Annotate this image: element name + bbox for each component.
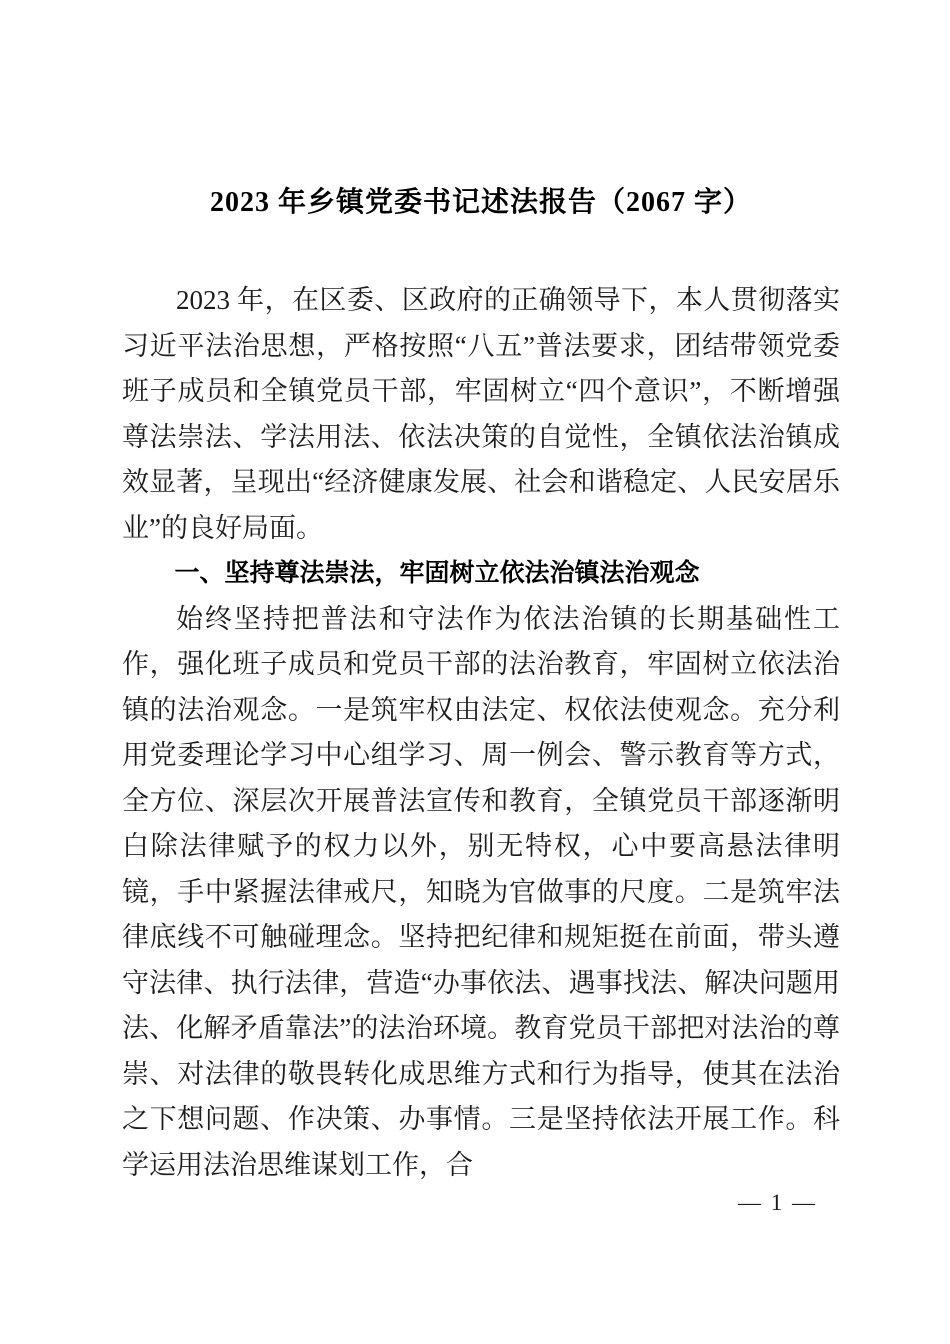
section-heading-1: 一、坚持尊法崇法，牢固树立依法治镇法治观念 [174,559,700,587]
paragraph-section-1: 始终坚持把普法和守法作为依法治镇的长期基础性工作，强化班子成员和党员干部的法治教育，牢固树立依法治镇的法治观念。一是筑牢权由法定、权依法使观念。充分利用党委理论学习中心组学习、周一例会、警示教育等方式，全方位、深层次开展普法宣传和教育，全镇党员干部逐渐明白除法律赋予的权力以外，别无特权，心中要高悬法律明镜，手中紧握法律戒尺，知晓为官做事的尺度。二是筑牢法律底线不可触碰理念。坚持把纪律和规矩挺在前面，带头遵守法律、执行法律，营造“办事依法、遇事找法、解决问题用法、化解矛盾靠法”的法治环境。教育党员干部把对法治的尊崇、对法律的敬畏转化成思维方式和行为指导，使其在法治之下想问题、作决策、办事情。三是坚持依法开展工作。科学运用法治思维谋划工作，合 [122,603,840,1180]
page-number: — 1 — [738,1190,817,1215]
document-content [122,0,840,1188]
document-title: 2023 年乡镇党委书记述法报告（2067 字） [209,187,752,218]
paragraph-intro: 2023 年，在区委、区政府的正确领导下，本人贯彻落实习近平法治思想，严格按照“八五”普法要求，团结带领党委班子成员和全镇党员干部，牢固树立“四个意识”，不断增强尊法崇法、学法用法、依法决策的自觉性，全镇依法治镇成效显著，呈现出“经济健康发展、社会和谐稳定、人民安居乐业”的良好局面。 [122,285,840,543]
